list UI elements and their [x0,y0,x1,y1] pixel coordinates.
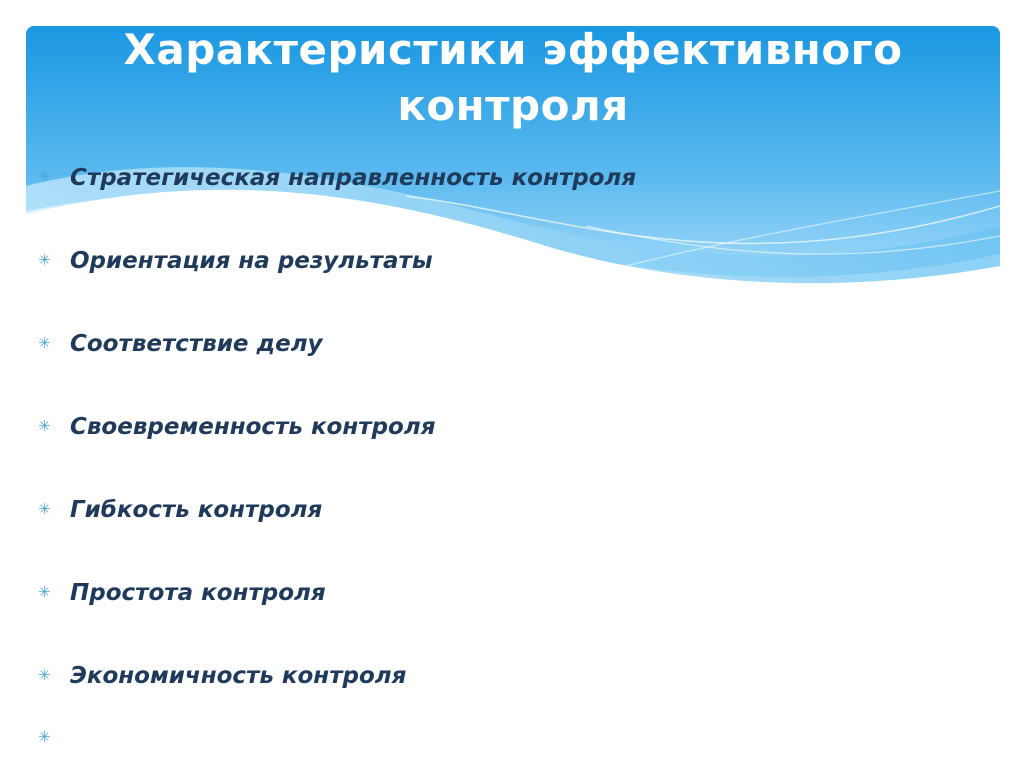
bullet-text: Своевременность контроля [70,413,436,440]
asterisk-bullet-icon: ✳ [38,417,51,435]
asterisk-bullet-icon: ✳ [38,500,51,518]
bullet-text: Ориентация на результаты [70,247,433,274]
bullet-text: Стратегическая направленность контроля [70,164,637,191]
asterisk-bullet-icon: ✳ [38,583,51,601]
asterisk-bullet-icon: ✳ [38,168,51,186]
bullet-text: Простота контроля [70,579,326,606]
asterisk-bullet-icon: ✳ [38,251,51,269]
asterisk-bullet-icon: ✳ [38,334,51,352]
asterisk-bullet-icon: ✳ [38,727,51,746]
bullet-text: Соответствие делу [70,330,323,357]
list-item [38,302,636,385]
bullet-text: Гибкость контроля [70,496,323,523]
list-item-empty [38,717,636,757]
bullet-text: Экономичность контроля [70,662,407,689]
bullet-list [38,136,636,757]
slide-title: Характеристики эффективного контроля [123,25,903,130]
list-item [38,634,636,717]
list-item [38,468,636,551]
list-item [38,385,636,468]
list-item [38,219,636,302]
list-item [38,136,636,219]
asterisk-bullet-icon: ✳ [38,666,51,684]
list-item [38,551,636,634]
